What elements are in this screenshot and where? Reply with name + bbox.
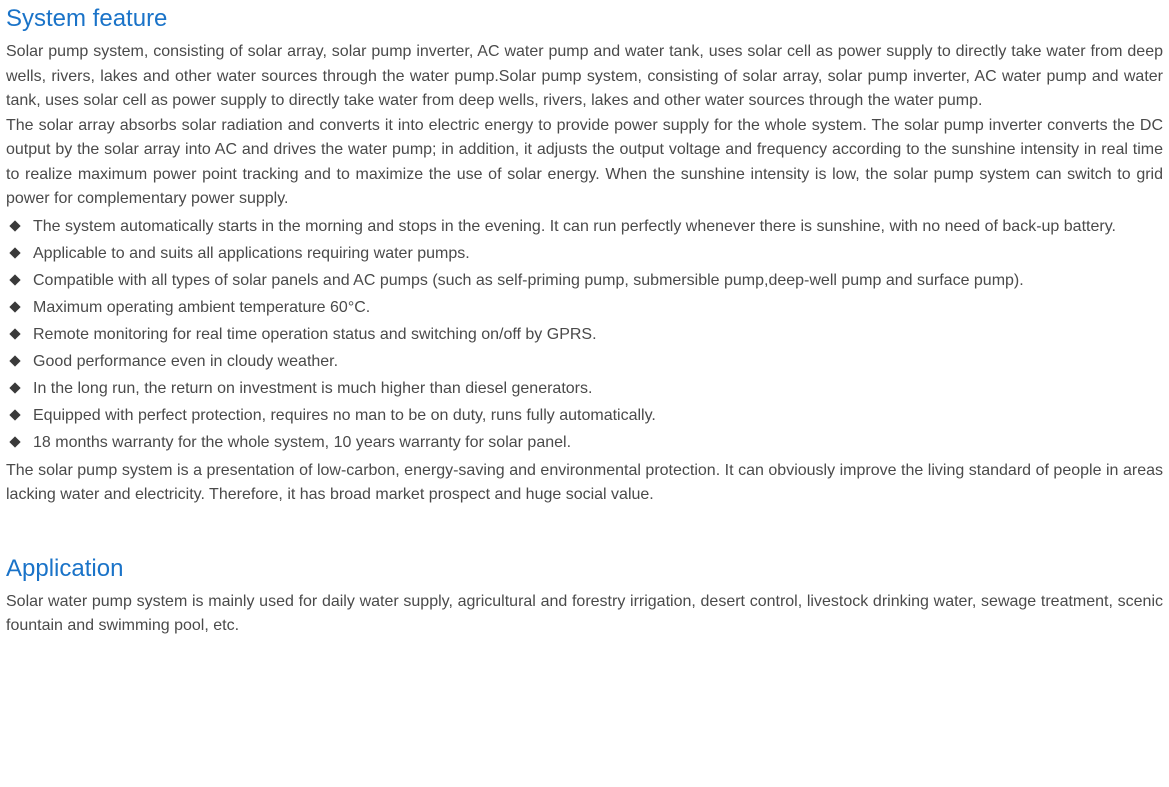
application-section [6, 554, 1163, 639]
feature-item-text: Equipped with perfect protection, requires no man to be on duty, runs fully automatically. [33, 406, 656, 424]
diamond-bullet-icon [8, 328, 21, 341]
diamond-bullet-icon [8, 355, 21, 368]
system-feature-section [6, 4, 1163, 508]
diamond-bullet-icon [8, 436, 21, 449]
feature-item-text: Good performance even in cloudy weather. [33, 352, 339, 370]
application-heading: Application [6, 554, 124, 582]
feature-item [6, 377, 1163, 400]
feature-item-text: Remote monitoring for real time operation status and switching on/off by GPRS. [33, 325, 597, 343]
diamond-bullet-icon [8, 220, 21, 233]
feature-item [6, 350, 1163, 373]
diamond-bullet-icon [8, 301, 21, 314]
diamond-bullet-icon [8, 247, 21, 260]
diamond-bullet-icon [8, 409, 21, 422]
solar-array-paragraph: The solar array absorbs solar radiation and converts it into electric energy to provide power supply for the whole system. The solar pump inverter converts the DC output by the solar array into AC and drives the water pump; in addition, it adjusts the output voltage and frequency according to the sunshine intensity in real time to realize maximum power point tracking and to maximize the use of solar energy. When the sunshine intensity is low, the solar pump system can switch to grid power for complementary power supply. [6, 116, 1163, 207]
intro-paragraph: Solar pump system, consisting of solar array, solar pump inverter, AC water pump and water tank, uses solar cell as power supply to directly take water from deep wells, rivers, lakes and other water sources through the water pump.Solar pump system, consisting of solar array, solar pump inverter, AC water pump and water tank, uses solar cell as power supply to directly take water from deep wells, rivers, lakes and other water sources through the water pump. [6, 43, 1163, 109]
closing-paragraph: The solar pump system is a presentation of low-carbon, energy-saving and environmental protection. It can obviously improve the living standard of people in areas lacking water and electricity. Therefore, it has broad market prospect and huge social value. [6, 461, 1163, 503]
feature-item-text: Compatible with all types of solar panels and AC pumps (such as self-priming pump, submersible pump,deep-well pump and surface pump). [33, 271, 1024, 289]
feature-item-text: Applicable to and suits all applications requiring water pumps. [33, 244, 470, 262]
feature-item [6, 323, 1163, 346]
feature-item [6, 215, 1163, 238]
feature-item [6, 269, 1163, 292]
diamond-bullet-icon [8, 382, 21, 395]
feature-item [6, 404, 1163, 427]
feature-item [6, 242, 1163, 265]
feature-list [6, 215, 1163, 454]
feature-item-text: The system automatically starts in the morning and stops in the evening. It can run perfectly whenever there is sunshine, with no need of back-up battery. [33, 217, 1116, 235]
feature-item [6, 431, 1163, 454]
feature-item-text: In the long run, the return on investment is much higher than diesel generators. [33, 379, 593, 397]
feature-item-text: 18 months warranty for the whole system, 10 years warranty for solar panel. [33, 433, 572, 451]
system-feature-heading: System feature [6, 5, 168, 32]
feature-item [6, 296, 1163, 319]
section-spacer [6, 508, 1163, 554]
diamond-bullet-icon [8, 274, 21, 287]
feature-item-text: Maximum operating ambient temperature 60°C. [33, 298, 371, 316]
application-paragraph: Solar water pump system is mainly used for daily water supply, agricultural and forestry irrigation, desert control, livestock drinking water, sewage treatment, scenic fountain and swimming pool, etc. [6, 592, 1163, 634]
